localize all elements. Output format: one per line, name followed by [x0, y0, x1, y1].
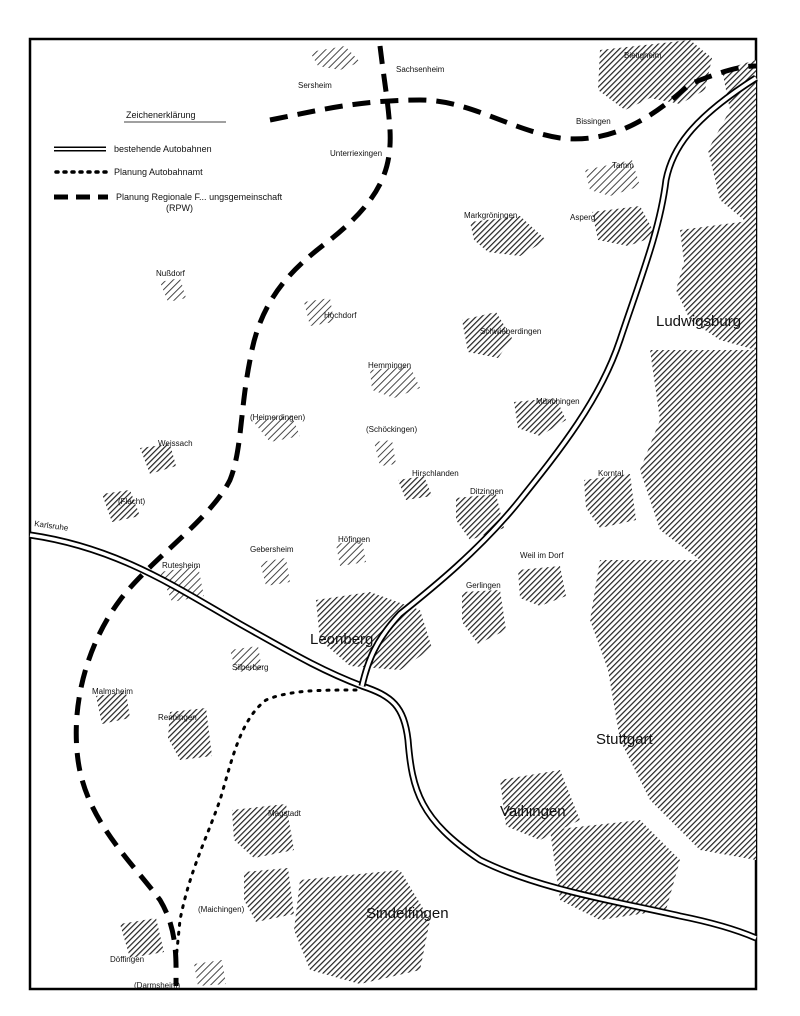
settlement-schoeckingen: [374, 440, 396, 466]
label-leonberg: Leonberg: [310, 631, 374, 648]
settlement-flacht: [102, 490, 140, 522]
settlement-areas: [96, 40, 756, 986]
label-sachsenheim: Sachsenheim: [396, 65, 445, 74]
label-hochdorf: Hochdorf: [324, 311, 357, 320]
settlement-hemmingen: [370, 366, 420, 398]
label-gerlingen: Gerlingen: [466, 581, 501, 590]
legend-rpw-label: Planung Regionale F... ungsgemeinschaft: [116, 192, 283, 202]
settlement-nussdorf: [160, 278, 186, 302]
label-vaihingen: Vaihingen: [500, 803, 566, 820]
legend-rpw-abbrev: (RPW): [166, 203, 193, 213]
label-tamm: Tamm: [612, 161, 634, 170]
legend-existing-label: bestehende Autobahnen: [114, 144, 212, 154]
label-asperg: Asperg: [570, 213, 596, 222]
label-markgroeningen: Markgröningen: [464, 211, 518, 220]
settlement-doeffingen: [120, 918, 164, 958]
settlement-ditzingen: [456, 494, 504, 540]
label-unterriexingen: Unterriexingen: [330, 149, 383, 158]
label-rutesheim: Rutesheim: [162, 561, 201, 570]
label-doeffingen: Döffingen: [110, 955, 145, 964]
label-malmsheim: Malmsheim: [92, 687, 133, 696]
label-ludwigsburg: Ludwigsburg: [656, 313, 742, 330]
settlement-malmsheim: [96, 692, 130, 724]
settlement-sindelfingen: [294, 870, 430, 984]
settlement-weilimdorf: [518, 566, 566, 606]
settlement-sw-small: [194, 960, 226, 986]
label-korntal: Korntal: [598, 469, 624, 478]
label-darmsheim: (Darmsheim): [134, 981, 181, 990]
label-weissach: Weissach: [158, 439, 193, 448]
label-gebersheim: Gebersheim: [250, 545, 294, 554]
label-weilimdorf: Weil im Dorf: [520, 551, 564, 560]
settlement-gerlingen: [462, 590, 506, 644]
settlement-stuttgart-central: [590, 560, 756, 860]
label-magstadt: Magstadt: [268, 809, 301, 818]
label-ditzingen: Ditzingen: [470, 487, 504, 496]
settlement-korntal: [584, 474, 636, 528]
label-nussdorf: Nußdorf: [156, 269, 185, 278]
label-bietigheim: Bietigheim: [624, 51, 662, 60]
label-schoeckingen: (Schöckingen): [366, 425, 418, 434]
settlement-hirschlanden: [398, 476, 432, 500]
settlement-asperg: [592, 206, 656, 246]
legend: [54, 110, 283, 213]
label-bissingen: Bissingen: [576, 117, 611, 126]
label-silberberg: Silberberg: [232, 663, 269, 672]
label-stuttgart: Stuttgart: [596, 731, 653, 748]
label-hirschlanden: Hirschlanden: [412, 469, 459, 478]
settlement-sachsenheim: [310, 46, 360, 70]
settlement-maichingen: [244, 868, 294, 922]
label-karlsruhe: Karlsruhe: [33, 519, 69, 533]
label-flacht: (Flacht): [118, 497, 146, 506]
label-sersheim: Sersheim: [298, 81, 332, 90]
label-sindelfingen: Sindelfingen: [366, 905, 449, 922]
label-muenchingen: Münchingen: [536, 397, 580, 406]
settlement-weissach: [140, 444, 176, 474]
label-heimerdingen: (Heimerdingen): [250, 413, 306, 422]
label-renningen: Renningen: [158, 713, 197, 722]
settlement-stuttgart-north: [640, 350, 756, 560]
settlement-gebersheim: [260, 558, 290, 586]
legend-planned-label: Planung Autobahnamt: [114, 167, 203, 177]
existing-motorways: [30, 78, 756, 938]
settlement-markgroeningen: [470, 216, 546, 256]
legend-title: Zeichenerklärung: [126, 110, 196, 120]
label-hemmingen: Hemmingen: [368, 361, 412, 370]
label-maichingen: (Maichingen): [198, 905, 245, 914]
label-hoefingen: Höfingen: [338, 535, 371, 544]
settlement-ludwigsburg: [676, 220, 756, 350]
label-schwieberdingen: Schwieberdingen: [480, 327, 542, 336]
